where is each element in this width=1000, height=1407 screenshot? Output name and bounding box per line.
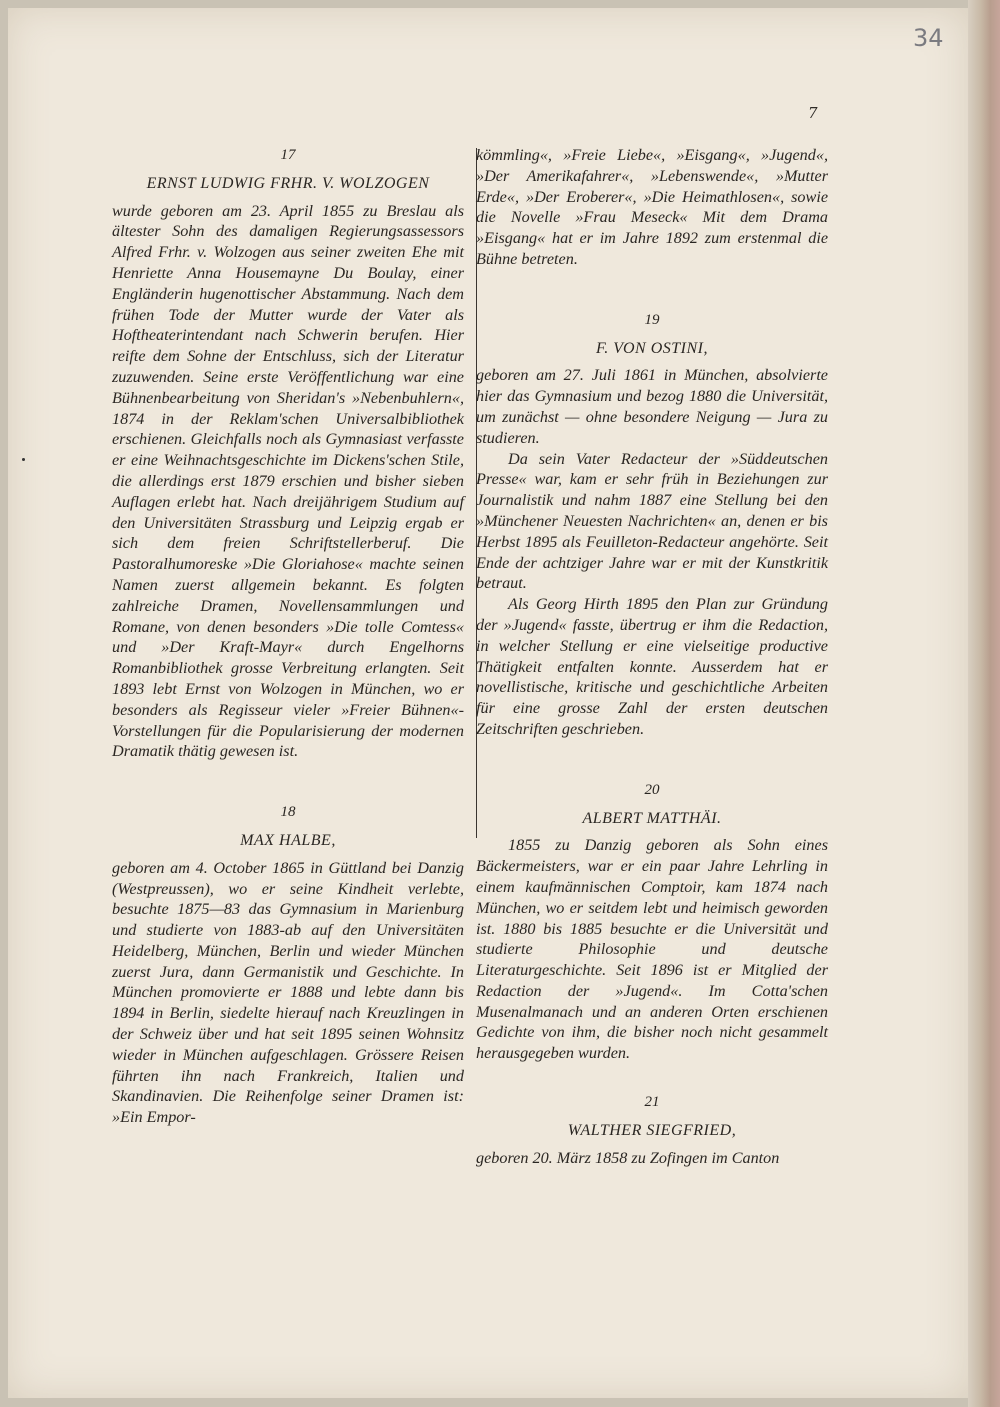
- entry-number: 17: [280, 147, 296, 163]
- pencil-annotation: 34: [913, 24, 944, 52]
- entry-text: geboren am 4. October 1865 in Güttland bei Danzig (Westpreussen), wo er seine Kindheit verlebte, besuchte 1875—83 das Gymnasium in Marienburg und studierte von 1883-ab auf den Universitäten Heidelberg, München, Berlin und wieder München zuerst Jura, dann Germanistik und Geschichte. In München promovierte er 1888 und lebte dann bis 1894 in Berlin, siedelte hierauf nach Kreuzlingen in der Schweiz über und hat seit 1895 seinen Wohnsitz wieder in München aufgeschlagen. Grössere Reisen führten ihn nach Frankreich, Italien und Skandinavien. Die Reihenfolge seiner Dramen ist: »Ein Empor-: [112, 858, 464, 1127]
- entry-number: 20: [644, 781, 660, 798]
- entry-number: 19: [644, 311, 660, 328]
- page-edge: [968, 0, 1000, 1407]
- entry-name: ALBERT MATTHÄI.: [582, 809, 722, 827]
- entry-text-continued: kömmling«, »Freie Liebe«, »Eisgang«, »Jugend«, »Der Amerikafahrer«, »Lebenswende«, »Mutter Erde«, »Der Eroberer«, »Die Heimathlosen«, sowie die Novelle »Frau Meseck« Mit dem Drama »Eisgang« hat er im Jahre 1892 zum erstenmal die Bühne betreten.: [476, 146, 828, 268]
- right-column: [476, 145, 828, 1168]
- entry-text: 1855 zu Danzig geboren als Sohn eines Bäckermeisters, war er ein paar Jahre Lehrling in einem kaufmännischen Comptoir, kam 1874 nach München, wo er seitdem lebt und heimisch geworden ist. 1880 bis 1885 besuchte er die Universität und studierte Philosophie und deutsche Literaturgeschichte. Seit 1896 ist er Mitglied der Redaction der »Jugend«. Im Cotta'schen Musenalmanach und an anderen Orten erschienen Gedichte von ihm, die bisher noch nicht gesammelt herausgegeben wurden.: [476, 836, 828, 1063]
- entry-text: geboren am 27. Juli 1861 in München, absolvierte hier das Gymnasium und bezog 1880 die Universität, um zunächst — ohne besondere Neigung — Jura zu studieren.: [476, 366, 828, 447]
- left-column: [112, 145, 464, 1128]
- entry-text: wurde geboren am 23. April 1855 zu Breslau als ältester Sohn des damaligen Regierungsassessors Alfred Frhr. v. Wolzogen aus seiner zweiten Ehe mit Henriette Anna Housemayne Du Boulay, einer Engländerin hugenottischer Abstammung. Nach dem frühen Tode der Mutter wurde der Vater als Hoftheaterintendant nach Schwerin berufen. Hier reifte dem Sohne der Entschluss, sich der Literatur zuzuwenden. Seine erste Veröffentlichung war eine Bühnenbearbeitung von Sheridan's »Nebenbuhlern«, 1874 in der Reklam'schen Universalbibliothek erschienen. Gleichfalls noch als Gymnasiast verfasste er eine Weihnachtsgeschichte im Dickens'schen Stile, die allerdings erst 1879 erschien und bisher sieben Auflagen erlebt hat. Nach dreijährigem Studium auf den Universitäten Strassburg und Leipzig ergab er sich dem freien Schriftstellerberuf. Die Pastoralhumoreske »Die Gloriahose« machte seinen Namen zuerst allgemein bekannt. Es folgten zahlreiche Dramen, Novellensammlungen und Romane, von denen besonders »Die tolle Comtess« und »Der Kraft-Mayr« durch Engelhorns Romanbibliothek grosse Verbreitung erlangten. Seit 1893 lebt Ernst von Wolzogen in München, wo er besonders als Regisseur vieler »Freier Bühnen«-Vorstellungen für die Popularisierung der modernen Dramatik thätig gewesen ist.: [112, 201, 464, 761]
- entry-name: F. VON OSTINI,: [595, 339, 708, 357]
- ink-speck: [22, 458, 25, 461]
- entry-number: 21: [644, 1094, 660, 1111]
- entry-name: WALTHER SIEGFRIED,: [567, 1121, 737, 1139]
- page-number: 7: [808, 104, 818, 122]
- entry-name: MAX HALBE,: [240, 831, 336, 849]
- entry-name: ERNST LUDWIG FRHR. V. WOLZOGEN: [146, 174, 430, 192]
- entry-number: 18: [280, 804, 296, 821]
- entry-text: Als Georg Hirth 1895 den Plan zur Gründung der »Jugend« fasste, übertrug er ihm die Redaction, in welcher Stellung er eine vielseitige productive Thätigkeit entfalten konnte. Ausserdem hat er novellistische, kritische und geschichtliche Arbeiten für eine grosse Zahl der ersten deutschen Zeitschriften geschrieben.: [476, 595, 828, 738]
- entry-text: geboren 20. März 1858 zu Zofingen im Canton: [476, 1148, 780, 1167]
- entry-text: Da sein Vater Redacteur der »Süddeutschen Presse« war, kam er sehr früh in Beziehungen zur Journalistik und nahm 1887 eine Stellung bei den »Münchener Neuesten Nachrichten« an, denen er bis Herbst 1895 als Feuilleton-Redacteur angehörte. Seit Ende der achtziger Jahre war er mit der Kunstkritik betraut.: [476, 449, 828, 593]
